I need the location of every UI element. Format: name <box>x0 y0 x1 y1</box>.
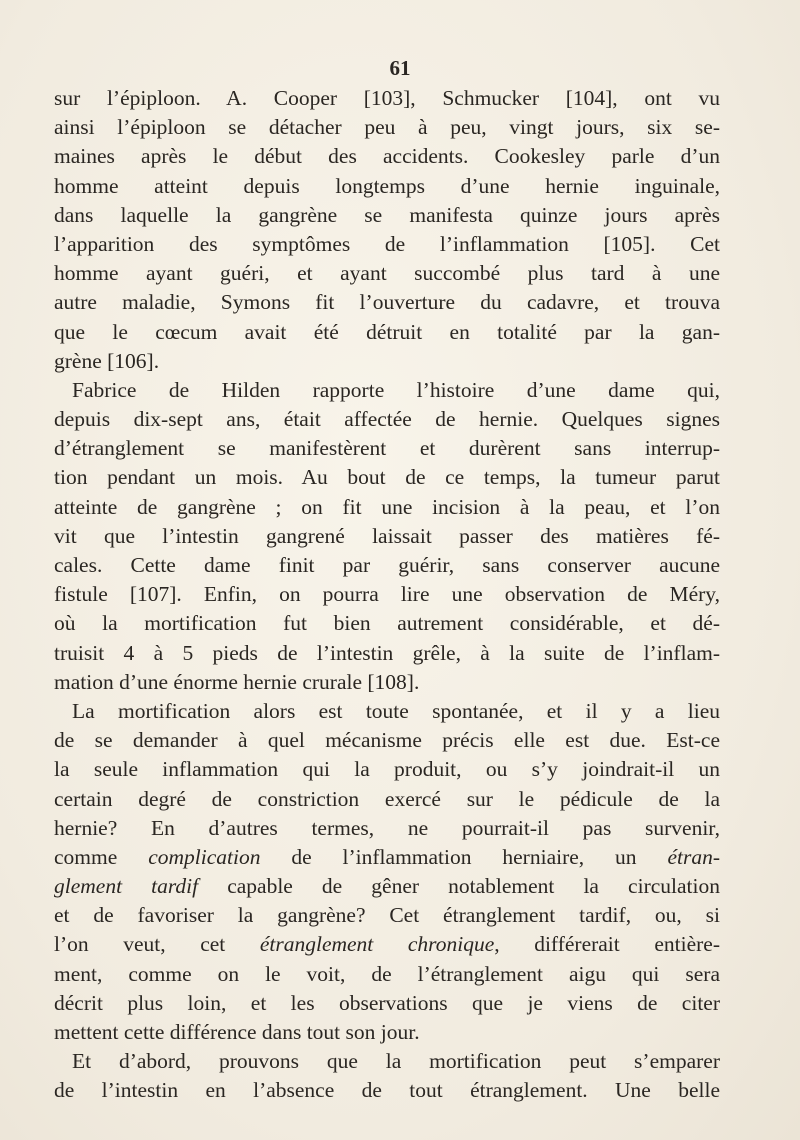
text-span: mettent cette différence dans tout son jour. <box>54 1020 420 1044</box>
text-span: cales. Cette dame finit par guérir, sans conserver aucune <box>54 553 720 577</box>
italic-text: glement tardif <box>54 874 199 899</box>
text-line <box>54 960 720 989</box>
text-span: Et d’abord, prouvons que la mortification peut s’emparer <box>72 1049 720 1074</box>
text-line <box>54 726 720 755</box>
text-span: truisit 4 à 5 pieds de l’intestin grêle, à la suite de l’inflam- <box>54 640 720 665</box>
text-line <box>54 551 720 580</box>
text-line <box>54 493 720 522</box>
text-line <box>54 405 720 434</box>
page-number: 61 <box>389 56 411 80</box>
text-line <box>54 668 720 697</box>
text-span: l’on veut, cet <box>54 932 260 957</box>
text-span: depuis dix-sept ans, était affectée de hernie. Quelques signes <box>54 407 720 432</box>
text-span: , différerait entière- <box>494 932 720 957</box>
text-span: décrit plus loin, et les observations que je viens de citer <box>54 990 720 1015</box>
text-line <box>54 755 720 784</box>
text-span: dans laquelle la gangrène se manifesta quinze jours après <box>54 202 720 227</box>
text-line <box>54 901 720 930</box>
text-span: vit que l’intestin gangrené laissait passer des matières fé- <box>54 523 720 548</box>
text-span: et de favoriser la gangrène? Cet étranglement tardif, ou, si <box>54 903 720 928</box>
text-span: comme <box>54 844 149 869</box>
text-line <box>54 142 720 171</box>
text-line <box>54 1018 720 1047</box>
text-span: La mortification alors est toute spontanée, et il y a lieu <box>72 698 720 723</box>
text-span: où la mortification fut bien autrement considérable, et dé- <box>54 611 720 636</box>
text-span: d’étranglement se manifestèrent et durèrent sans interrup- <box>54 436 720 461</box>
text-span: maines après le début des accidents. Cookesley parle d’un <box>54 144 720 169</box>
text-span: l’apparition des symptômes de l’inflammation [105]. Cet <box>54 231 720 256</box>
text-span: capable de gêner notablement la circulation <box>198 874 720 899</box>
text-line <box>54 522 720 551</box>
text-line <box>54 463 720 492</box>
text-span: ment, comme on le voit, de l’étranglement aigu qui sera <box>54 961 720 986</box>
italic-text: étranglement chronique <box>259 932 495 957</box>
text-line <box>54 843 720 872</box>
text-line <box>54 434 720 463</box>
text-line <box>54 930 720 959</box>
text-line <box>54 580 720 609</box>
italic-text: étran- <box>667 844 720 869</box>
text-line <box>54 84 720 113</box>
text-line <box>54 1047 720 1076</box>
italic-text: complication <box>148 844 261 869</box>
text-line <box>54 872 720 901</box>
text-line <box>54 201 720 230</box>
text-line <box>54 230 720 259</box>
text-span: homme atteint depuis longtemps d’une hernie inguinale, <box>54 173 720 198</box>
text-span: atteinte de gangrène ; on fit une incision à la peau, et l’on <box>54 494 720 519</box>
text-span: ainsi l’épiploon se détacher peu à peu, vingt jours, six se- <box>54 115 720 140</box>
text-span: mation d’une énorme hernie crurale [108]. <box>54 669 420 694</box>
text-line <box>54 609 720 638</box>
text-span: sur l’épiploon. A. Cooper [103], Schmucker [104], ont vu <box>54 86 720 110</box>
text-span: de se demander à quel mécanisme précis elle est due. Est-ce <box>54 728 720 753</box>
text-line <box>54 376 720 405</box>
text-line <box>54 814 720 843</box>
text-span: certain degré de constriction exercé sur le pédicule de la <box>54 786 720 811</box>
text-line <box>54 259 720 288</box>
text-span: que le cœcum avait été détruit en totalité par la gan- <box>54 319 720 344</box>
text-span: Fabrice de Hilden rapporte l’histoire d’une dame qui, <box>72 377 720 402</box>
text-span: de l’intestin en l’absence de tout étranglement. Une belle <box>54 1078 720 1103</box>
text-span: fistule [107]. Enfin, on pourra lire une observation de Méry, <box>54 582 720 607</box>
body-text <box>54 84 720 1106</box>
text-line <box>54 639 720 668</box>
text-span: hernie? En d’autres termes, ne pourrait-il pas survenir, <box>54 815 720 840</box>
text-span: de l’inflammation herniaire, un <box>260 844 668 869</box>
text-line <box>54 318 720 347</box>
text-line <box>54 288 720 317</box>
text-span: homme ayant guéri, et ayant succombé plus tard à une <box>54 261 720 286</box>
text-line <box>54 113 720 142</box>
text-line <box>54 989 720 1018</box>
text-span: la seule inflammation qui la produit, ou s’y joindrait-il un <box>54 757 720 782</box>
text-line <box>54 785 720 814</box>
text-span: autre maladie, Symons fit l’ouverture du cadavre, et trouva <box>54 290 720 315</box>
text-line <box>54 1076 720 1105</box>
text-line <box>54 697 720 726</box>
text-span: grène [106]. <box>54 348 160 373</box>
text-span: tion pendant un mois. Au bout de ce temps, la tumeur parut <box>54 465 720 490</box>
text-line <box>54 347 720 376</box>
text-line <box>54 172 720 201</box>
